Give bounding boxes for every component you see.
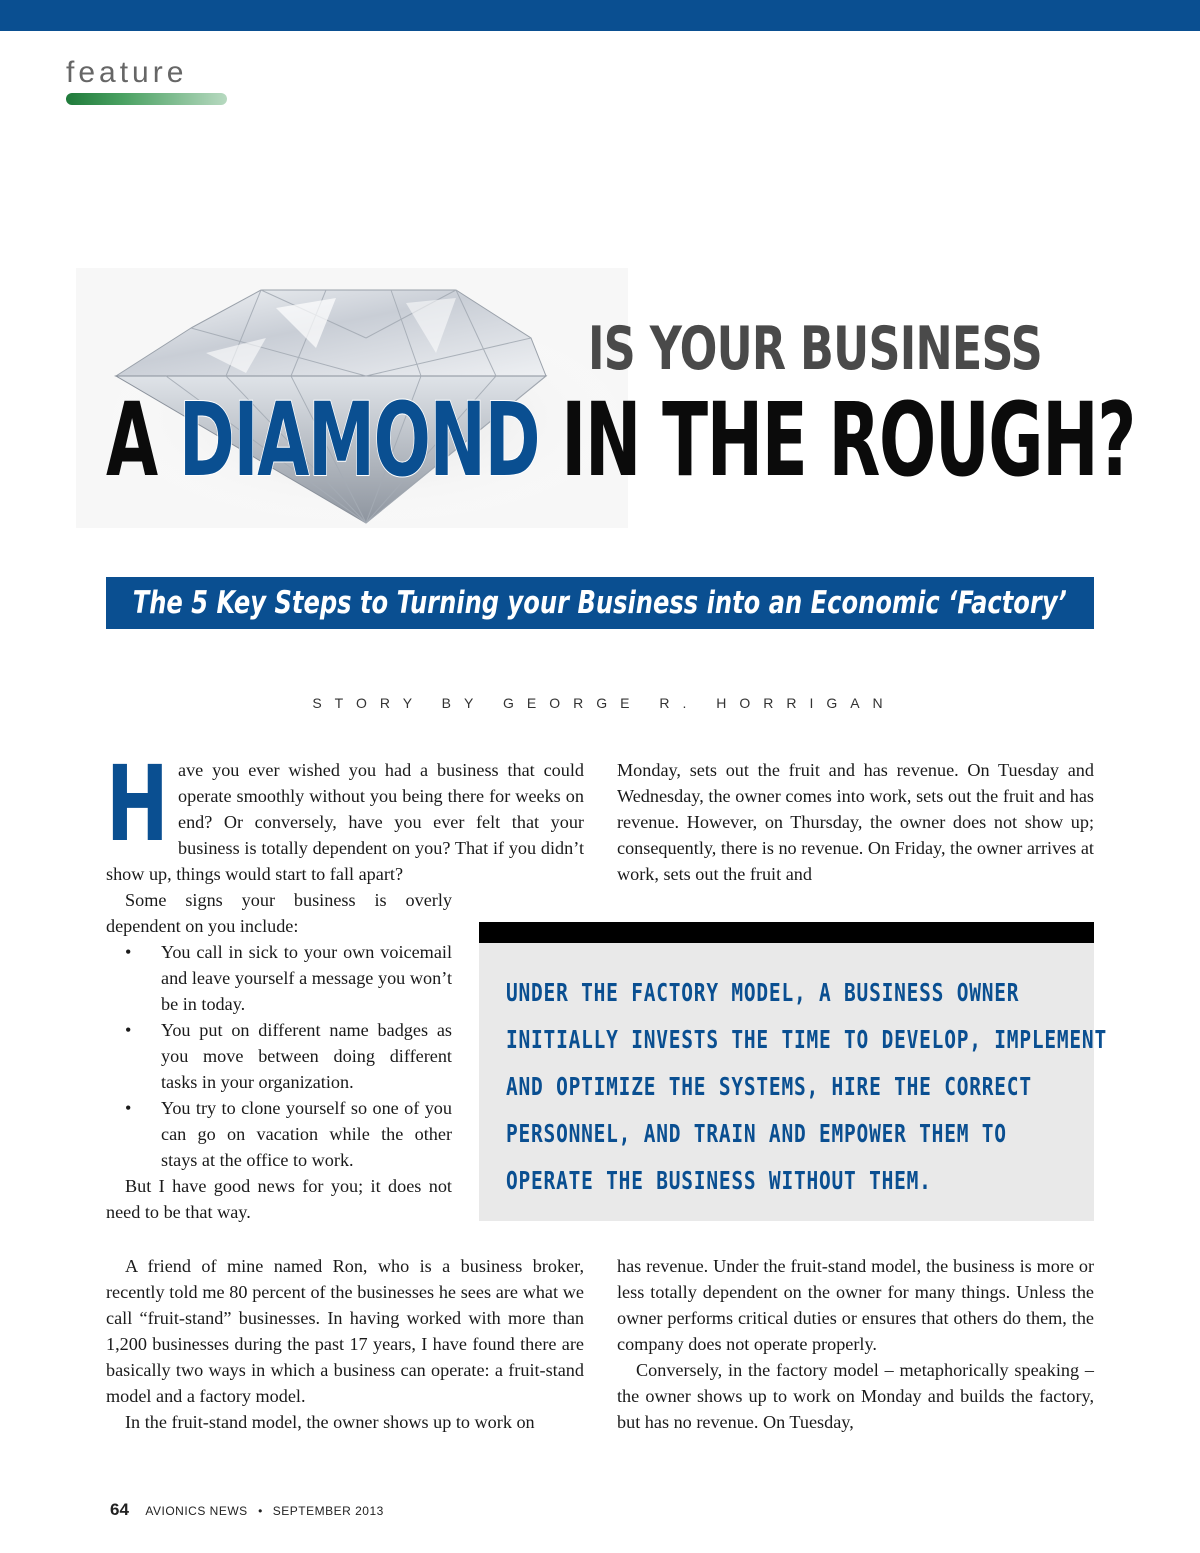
- top-banner-bar: [0, 0, 1200, 31]
- article-paragraph-1: [106, 743, 584, 887]
- subtitle-banner: [106, 577, 1094, 629]
- article-paragraph-3: But I have good news for you; it does not need to be that way.: [106, 1176, 452, 1222]
- section-underline-bar: [66, 93, 227, 105]
- page-number: 64: [110, 1500, 129, 1519]
- headline-line-2: [106, 381, 1135, 500]
- pull-quote-line: UNDER THE FACTORY MODEL, A BUSINESS OWNER: [506, 978, 1020, 1007]
- article-col-left-bottom: [106, 1253, 584, 1435]
- bullet-icon: •: [125, 1098, 132, 1118]
- article-col-left-narrow: [106, 887, 452, 1225]
- article-paragraph-4: A friend of mine named Ron, who is a business broker, recently told me 80 percent of the businesses he sees are what we call “fruit-stand” businesses. In having worked with more than 1,200 businesses during the past 17 years, I have found there are basically two ways in which a business can operate: a fruit-stand model and a factory model.: [106, 1256, 584, 1406]
- bullet-text: You call in sick to your own voicemail and leave yourself a message you won’t be in today.: [161, 942, 452, 1014]
- article-paragraph-5: In the fruit-stand model, the owner shows up to work on: [125, 1412, 535, 1432]
- bullet-text: You try to clone yourself so one of you can go on vacation while the other stays at the office to work.: [161, 1098, 452, 1170]
- pull-quote-line: INITIALLY INVESTS THE TIME TO DEVELOP, IMPLEMENT: [506, 1025, 1107, 1054]
- drop-cap: H: [106, 743, 169, 865]
- page-footer: [110, 1500, 384, 1520]
- pull-quote-line: AND OPTIMIZE THE SYSTEMS, HIRE THE CORRECT: [506, 1072, 1032, 1101]
- article-col-right-top: [617, 757, 1094, 887]
- article-col-left-top: [106, 743, 584, 887]
- article-paragraph-2: Some signs your business is overly dependent on you include:: [106, 890, 452, 936]
- article-paragraph-6: Monday, sets out the fruit and has revenue. On Tuesday and Wednesday, the owner comes into work, sets out the fruit and has revenue. However, on Thursday, the owner does not show up; consequently, there is no revenue. On Friday, the owner arrives at work, sets out the fruit and: [617, 760, 1094, 884]
- list-item: [106, 939, 452, 1017]
- bullet-text: You put on different name badges as you move between doing different tasks in your organization.: [161, 1020, 452, 1092]
- pull-quote-text: [479, 943, 1107, 1204]
- pull-quote-top-bar: [479, 922, 1094, 943]
- list-item: [106, 1095, 452, 1173]
- list-item: [106, 1017, 452, 1095]
- pull-quote-line: OPERATE THE BUSINESS WITHOUT THEM.: [506, 1166, 932, 1195]
- byline: STORY BY GEORGE R. HORRIGAN: [312, 695, 896, 711]
- footer-separator: •: [258, 1504, 263, 1518]
- bullet-list: [106, 939, 452, 1173]
- section-label: feature: [66, 56, 188, 89]
- headline-line-1: IS YOUR BUSINESS: [588, 314, 1042, 384]
- subtitle-text: The 5 Key Steps to Turning your Business into an Economic ‘Factory’: [132, 585, 1068, 621]
- article-paragraph-7: has revenue. Under the fruit-stand model, the business is more or less totally dependent on the owner for many things. Unless the owner performs critical duties or ensures that others do them, the company does not operate properly.: [617, 1256, 1094, 1354]
- magazine-name: AVIONICS NEWS: [145, 1504, 248, 1518]
- pull-quote-line: PERSONNEL, AND TRAIN AND EMPOWER THEM TO: [506, 1119, 1007, 1148]
- headline-word-rest: IN THE ROUGH?: [561, 381, 1136, 500]
- article-paragraph-8: Conversely, in the factory model – metaphorically speaking – the owner shows up to work on Monday and builds the factory, but has no revenue. On Tuesday,: [617, 1360, 1094, 1432]
- pull-quote: [479, 922, 1107, 1221]
- article-col-right-bottom: [617, 1253, 1094, 1435]
- bullet-icon: •: [125, 942, 132, 962]
- bullet-icon: •: [125, 1020, 132, 1040]
- issue-date: SEPTEMBER 2013: [272, 1504, 384, 1518]
- headline-word-a: A: [106, 381, 157, 500]
- headline-accent-word: DIAMOND: [178, 381, 540, 500]
- paragraph-1-text: ave you ever wished you had a business that could operate smoothly without you being there for weeks on end? Or conversely, have you ever felt that your business is totally dependent on you? That if you didn’t show up, things would start to fall apart?: [106, 760, 584, 884]
